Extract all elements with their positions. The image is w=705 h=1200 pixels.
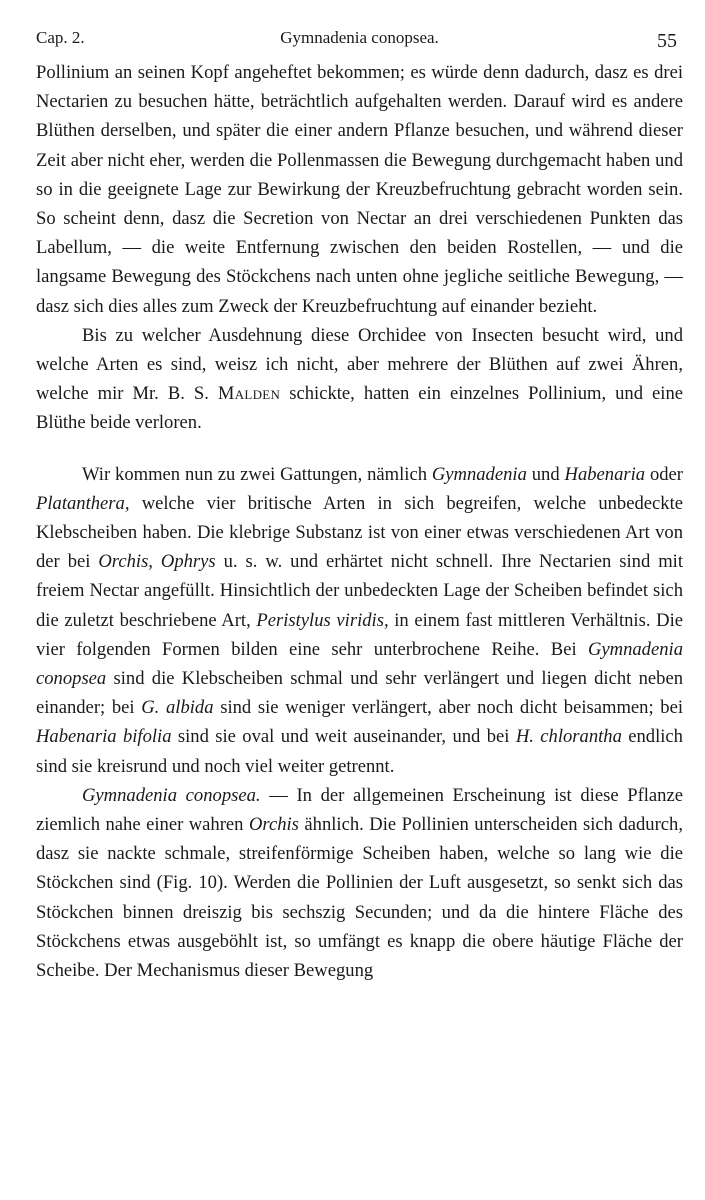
text-run: sind sie oval und weit auseinander, und bei [171, 726, 516, 748]
section-heading: Gymnadenia conopsea. [82, 784, 261, 806]
paragraph-4 [36, 781, 683, 985]
chapter-label: Cap. 2. [36, 28, 85, 47]
page-number: 55 [657, 30, 677, 52]
text-run: — In der allgemeinen Erscheinung ist diese Pflanze ziemlich nahe einer wahren [36, 784, 683, 836]
text-run: sind die Klebscheiben schmal und sehr verlängert und liegen dicht neben einander; bei [36, 668, 683, 719]
body-text [36, 58, 683, 985]
taxon-name: Habenaria bifolia [36, 726, 172, 748]
taxon-name: G. albida [141, 697, 214, 719]
text-run: schickte, hatten ein einzelnes Pollinium, und eine Blüthe beide verloren. [36, 383, 683, 434]
taxon-name: Peristylus viridis, [256, 609, 389, 631]
text-run: Wir kommen nun zu zwei Gattungen, nämlich [82, 463, 432, 485]
paragraph-2 [36, 321, 683, 438]
person-name: Malden [217, 383, 281, 405]
taxon-name: Orchis, Ophrys [98, 551, 216, 573]
paragraph-3 [36, 460, 683, 781]
taxon-name: Gymnadenia [431, 463, 527, 485]
text-run: welche vier britische Arten in sich begreifen, welche unbedeckte Klebscheiben haben. Die klebrige Substanz ist von einer etwas verschiedenen Art von der bei [36, 492, 683, 573]
text-run: ähnlich. Die Pollinien unterscheiden sich dadurch, dasz sie nackte schmale, streifenförmige Scheiben haben, welche so lang wie die Stöckchen sind (Fig. 10). Werden die Pollinien der Luft ausgesetzt, so senkt sich das Stöckchen binnen dreiszig bis sechszig Secunden; und da die hintere Fläche des Stöckchens etwas ausgeböhlt ist, so umfängt es knapp die obere häutige Fläche der Scheibe. Der Mechanismus dieser Bewegung [36, 814, 683, 982]
taxon-name: Habenaria [564, 463, 646, 485]
text-run: und [526, 463, 565, 485]
text-run: sind sie weniger verlängert, aber noch dicht beisammen; bei [213, 697, 684, 719]
text-run: endlich sind sie kreisrund und noch viel weiter getrennt. [36, 726, 683, 777]
text-run: Bis zu welcher Ausdehnung diese Orchidee von Insecten besucht wird, und welche Arten es sind, weisz ich nicht, aber mehrere der Blüthen auf zwei Ähren, welche mir Mr. B. S. [36, 324, 683, 405]
taxon-name: Platanthera, [36, 492, 130, 514]
text-run: Pollinium an seinen Kopf angeheftet bekommen; es würde denn dadurch, dasz es drei Nectarien zu besuchen hätte, beträchtlich aufgehalten werden. Darauf wird es andere Blüthen derselben, und später die einer andern Pflanze besuchen, und während dieser Zeit aber nicht eher, werden die Pollenmassen die Bewegung durchgemacht haben und so in die geeignete Lage zur Bewirkung der Kreuzbefruchtung gebracht worden sein. So scheint denn, dasz die Secretion von Nectar an drei verschiedenen Punkten das Labellum, — die weite Entfernung zwischen den beiden Rostellen, — und die langsame Bewegung des Stöckchens nach unten ohne jegliche seitliche Bewegung, — dasz sich dies alles zum Zweck der Kreuzbefruchtung auf einander bezieht. [36, 62, 683, 317]
paragraph-1 [36, 58, 683, 321]
running-header [36, 18, 683, 58]
taxon-name: Orchis [248, 814, 299, 836]
taxon-name: H. chlorantha [515, 726, 622, 748]
text-run: in einem fast mittleren Verhältnis. Die vier folgenden Formen bilden eine sehr unterbrochene Reihe. Bei [36, 609, 683, 660]
text-run: u. s. w. und erhärtet nicht schnell. Ihre Nectarien sind mit freiem Nectar angefüllt. Hinsichtlich der unbedeckten Lage der Scheiben befindet sich die zuletzt beschriebene Art, [36, 551, 683, 631]
taxon-name: Gymnadenia conopsea [36, 638, 683, 690]
text-run: oder [645, 463, 684, 485]
running-title: Gymnadenia conopsea. [280, 28, 439, 47]
